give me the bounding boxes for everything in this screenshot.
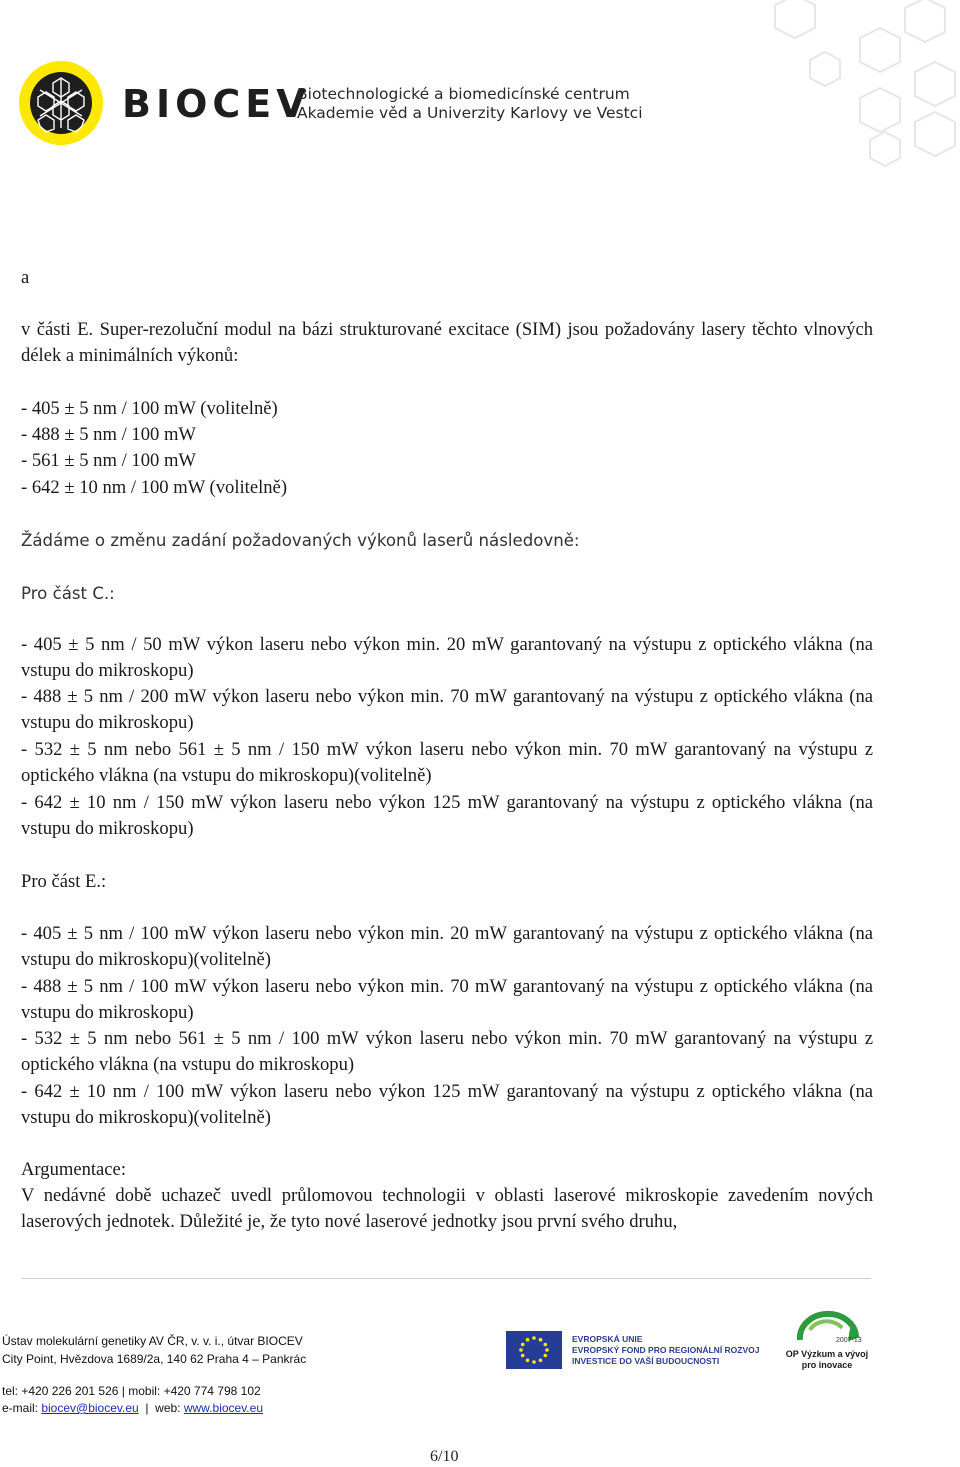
eu-line-2: EVROPSKÝ FOND PRO REGIONÁLNÍ ROZVOJ [572, 1345, 760, 1355]
email-link[interactable]: biocev@biocev.eu [41, 1401, 139, 1415]
stray-letter: a [21, 267, 30, 288]
part-c-item-532-561: - 532 ± 5 nm nebo 561 ± 5 nm / 150 mW výkon laseru nebo výkon min. 70 mW garantovaný na výstupu z optického vlákna (na vstupu do mikroskopu)(volitelně) [21, 739, 873, 787]
web-link[interactable]: www.biocev.eu [183, 1401, 263, 1415]
part-c-item-405: - 405 ± 5 nm / 50 mW výkon laseru nebo výkon min. 20 mW garantovaný na výstupu z optického vlákna (na vstupu do mikroskopu) [21, 634, 873, 682]
part-e-item-532-561: - 532 ± 5 nm nebo 561 ± 5 nm / 100 mW výkon laseru nebo výkon min. 70 mW garantovaný na výstupu z optického vlákna (na vstupu do mikroskopu) [21, 1028, 873, 1076]
op-line-2: pro inovace [801, 1360, 853, 1370]
subtitle-line-2: Akademie věd a Univerzity Karlovy ve Vestci [297, 104, 643, 122]
requirement-405: - 405 ± 5 nm / 100 mW (volitelně) [21, 398, 278, 419]
argument-paragraph: V nedávné době uchazeč uvedl průlomovou technologii v oblasti laserové mikroskopie zavedením nových laserových jednotek. Důležité je, že tyto nové laserové jednotky jsou první svého druhu, [21, 1185, 873, 1233]
footer-phone: tel: +420 226 201 526 | mobil: +420 774 798 102 [2, 1384, 261, 1398]
change-request: Žádáme o změnu zadání požadovaných výkonů laserů následovně: [21, 531, 580, 550]
argument-heading: Argumentace: [21, 1159, 126, 1180]
letterhead [0, 0, 960, 175]
brand-name: BIOCEV [122, 82, 311, 126]
eu-line-3: INVESTICE DO VAŠÍ BUDOUCNOSTI [572, 1356, 720, 1366]
footer-contacts [2, 1400, 263, 1417]
page-number: 6/10 [430, 1448, 459, 1465]
requirement-561: - 561 ± 5 nm / 100 mW [21, 450, 196, 471]
biocev-logo-icon [18, 60, 104, 146]
requirement-642: - 642 ± 10 nm / 100 mW (volitelně) [21, 477, 288, 498]
part-c-item-642: - 642 ± 10 nm / 150 mW výkon laseru nebo výkon 125 mW garantovaný na výstupu z optického vlákna (na vstupu do mikroskopu) [21, 792, 873, 840]
eu-line-1: EVROPSKÁ UNIE [572, 1334, 643, 1344]
part-e-heading: Pro část E.: [21, 871, 107, 892]
part-e-item-405: - 405 ± 5 nm / 100 mW výkon laseru nebo výkon min. 20 mW garantovaný na výstupu z optického vlákna (na vstupu do mikroskopu)(volitelně) [21, 923, 873, 971]
part-c-heading: Pro část C.: [21, 584, 115, 603]
web-label: | web: [138, 1401, 184, 1415]
footer-address: City Point, Hvězdova 1689/2a, 140 62 Praha 4 – Pankrác [2, 1352, 307, 1366]
requirement-488: - 488 ± 5 nm / 100 mW [21, 424, 196, 445]
intro-paragraph: v části E. Super-rezoluční modul na bázi strukturované excitace (SIM) jsou požadovány lasery těchto vlnových délek a minimálních výkonů: [21, 319, 873, 367]
eu-fund-text [572, 1334, 760, 1367]
op-years: 2007-13 [836, 1337, 862, 1344]
subtitle-line-1: Biotechnologické a biomedicínské centrum [297, 85, 630, 103]
op-vav-text [780, 1349, 874, 1371]
email-label: e-mail: [2, 1401, 42, 1415]
part-e-item-642: - 642 ± 10 nm / 100 mW výkon laseru nebo výkon 125 mW garantovaný na výstupu z optického vlákna (na vstupu do mikroskopu)(volitelně) [21, 1081, 873, 1129]
hexagon-pattern-icon [560, 0, 960, 175]
part-c-item-488: - 488 ± 5 nm / 200 mW výkon laseru nebo výkon min. 70 mW garantovaný na výstupu z optického vlákna (na vstupu do mikroskopu) [21, 686, 873, 734]
footer-organization: Ústav molekulární genetiky AV ČR, v. v. i., útvar BIOCEV [2, 1334, 303, 1348]
eu-flag-icon [506, 1331, 562, 1369]
op-line-1: OP Výzkum a vývoj [785, 1349, 869, 1359]
footer-divider [21, 1278, 871, 1279]
part-e-item-488: - 488 ± 5 nm / 100 mW výkon laseru nebo výkon min. 70 mW garantovaný na výstupu z optického vlákna (na vstupu do mikroskopu) [21, 976, 873, 1024]
